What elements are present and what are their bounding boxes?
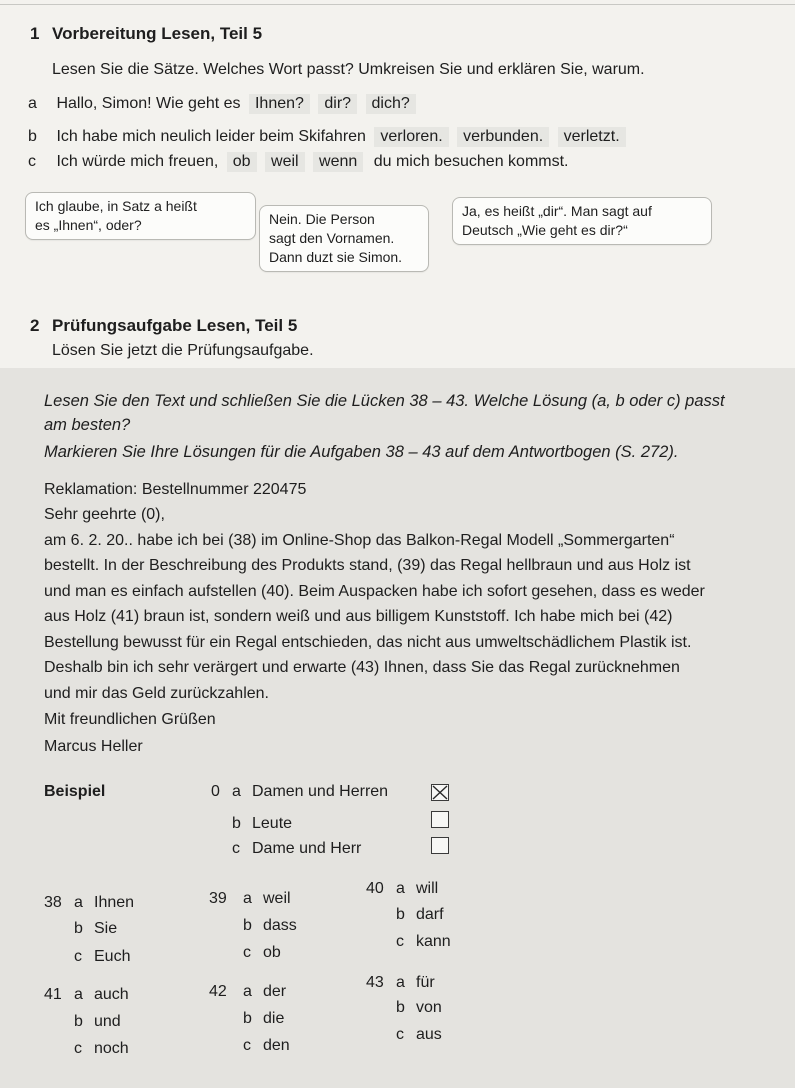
question-number: 41 [44, 986, 62, 1003]
option-text: Damen und Herren [252, 783, 389, 800]
exercise-item-a [28, 94, 416, 114]
question-option[interactable] [243, 917, 297, 935]
letter-line: Reklamation: Bestellnummer 220475 [44, 481, 307, 498]
option-letter: b [232, 815, 241, 832]
checkbox[interactable] [431, 837, 449, 854]
option-text: ob [263, 944, 281, 961]
question-option[interactable] [396, 1026, 442, 1044]
checkbox-checked[interactable] [431, 784, 449, 801]
question-number: 39 [209, 890, 227, 907]
question-option[interactable] [243, 890, 291, 908]
item-letter: c [28, 153, 36, 170]
option-letter: c [74, 1040, 82, 1057]
option-letter: b [74, 1013, 83, 1030]
section1-instruction: Lesen Sie die Sätze. Welches Wort passt? Umkreisen Sie und erklären Sie, warum. [52, 61, 645, 78]
option-word[interactable]: verletzt. [558, 127, 626, 147]
option-word[interactable]: wenn [313, 152, 363, 172]
option-text: den [263, 1037, 290, 1054]
question-option[interactable] [74, 920, 117, 938]
item-letter: a [28, 95, 37, 112]
example-option-b [232, 815, 292, 833]
question-option[interactable] [74, 986, 129, 1004]
letter-line: und man es einfach aufstellen (40). Beim Auspacken habe ich sofort gesehen, dass es weder [44, 583, 705, 600]
option-text: darf [416, 906, 444, 923]
example-option-c [232, 840, 361, 858]
cross-mark-icon [432, 785, 448, 800]
option-text: und [94, 1013, 121, 1030]
question-number: 43 [366, 974, 384, 991]
bubble-line: Ja, es heißt „dir“. Man sagt auf [462, 203, 652, 219]
question-option[interactable] [74, 894, 134, 912]
task-intro: Lesen Sie den Text und schließen Sie die Lücken 38 – 43. Welche Lösung (a, b oder c) passt [44, 392, 725, 410]
bubble-line: sagt den Vornamen. [269, 230, 395, 246]
option-letter: b [243, 917, 252, 934]
section1-number: 1 [30, 24, 40, 43]
question-option[interactable] [74, 1013, 121, 1031]
bubble-line: Ich glaube, in Satz a heißt [35, 198, 197, 214]
option-text: aus [416, 1026, 442, 1043]
letter-line: Marcus Heller [44, 738, 143, 755]
option-letter: a [74, 986, 83, 1003]
option-letter: c [74, 948, 82, 965]
option-text: für [416, 974, 435, 991]
example-option-a [232, 783, 388, 801]
option-word[interactable]: dir? [318, 94, 357, 114]
option-text: von [416, 999, 442, 1016]
bubble-line: Nein. Die Person [269, 211, 375, 227]
letter-line: Bestellung bewusst für ein Regal entschieden, das nicht aus umweltschädlichem Plastik ist. [44, 634, 692, 651]
question-option[interactable] [243, 1010, 284, 1028]
option-letter: b [396, 999, 405, 1016]
speech-bubble-1 [25, 192, 256, 240]
option-text: auch [94, 986, 129, 1003]
option-letter: c [232, 840, 240, 857]
option-text: Euch [94, 948, 131, 965]
option-letter: b [243, 1010, 252, 1027]
letter-line: bestellt. In der Beschreibung des Produkts stand, (39) das Regal hellbraun und aus Holz ist [44, 557, 691, 574]
example-label: Beispiel [44, 783, 106, 800]
letter-line: aus Holz (41) braun ist, sondern weiß und aus billigem Kunststoff. Ich habe mich bei (42) [44, 608, 673, 625]
exam-task-panel [0, 368, 795, 1088]
option-letter: a [396, 880, 405, 897]
option-letter: a [243, 983, 252, 1000]
letter-line: Mit freundlichen Grüßen [44, 711, 216, 728]
option-letter: b [74, 920, 83, 937]
letter-line: und mir das Geld zurückzahlen. [44, 685, 269, 702]
question-option[interactable] [243, 983, 286, 1001]
section2-title: Prüfungsaufgabe Lesen, Teil 5 [52, 316, 298, 335]
option-text: will [416, 880, 439, 897]
speech-bubble-2 [259, 205, 429, 272]
question-option[interactable] [396, 974, 435, 992]
option-text: weil [263, 890, 291, 907]
bubble-line: Dann duzt sie Simon. [269, 249, 403, 265]
option-text: Leute [252, 815, 293, 832]
question-option[interactable] [74, 1040, 129, 1058]
question-number: 38 [44, 894, 62, 911]
option-text: Sie [94, 920, 118, 937]
question-option[interactable] [243, 1037, 290, 1055]
option-word[interactable]: Ihnen? [249, 94, 310, 114]
task-intro: am besten? [44, 416, 131, 434]
question-option[interactable] [396, 906, 444, 924]
option-text: kann [416, 933, 451, 950]
checkbox[interactable] [431, 811, 449, 828]
question-number: 42 [209, 983, 227, 1000]
question-option[interactable] [396, 880, 438, 898]
option-letter: c [396, 933, 404, 950]
item-suffix: du mich besuchen kommst. [373, 153, 569, 170]
bubble-line: es „Ihnen“, oder? [35, 217, 142, 233]
option-word[interactable]: dich? [366, 94, 416, 114]
exercise-item-b [28, 127, 626, 147]
letter-line: Deshalb bin ich sehr verärgert und erwarte (43) Ihnen, dass Sie das Regal zurücknehmen [44, 659, 680, 676]
option-text: noch [94, 1040, 129, 1057]
item-letter: b [28, 128, 37, 145]
letter-line: Sehr geehrte (0), [44, 506, 165, 523]
top-rule [0, 4, 795, 5]
option-word[interactable]: weil [265, 152, 305, 172]
bubble-line: Deutsch „Wie geht es dir?“ [462, 222, 628, 238]
question-number: 40 [366, 880, 384, 897]
item-text: Hallo, Simon! Wie geht es [56, 95, 241, 112]
speech-bubble-3 [452, 197, 712, 245]
option-word[interactable]: verbunden. [457, 127, 549, 147]
section2-number: 2 [30, 316, 40, 335]
question-option[interactable] [243, 944, 281, 962]
question-option[interactable] [396, 999, 442, 1017]
exercise-item-c [28, 152, 568, 172]
task-intro: Markieren Sie Ihre Lösungen für die Aufgaben 38 – 43 auf dem Antwortbogen (S. 272). [44, 443, 679, 461]
option-letter: b [396, 906, 405, 923]
option-text: der [263, 983, 287, 1000]
item-text: Ich würde mich freuen, [56, 153, 219, 170]
option-word[interactable]: verloren. [374, 127, 448, 147]
option-letter: a [74, 894, 83, 911]
option-letter: a [232, 783, 241, 800]
option-word[interactable]: ob [227, 152, 257, 172]
option-text: dass [263, 917, 297, 934]
letter-line: am 6. 2. 20.. habe ich bei (38) im Online-Shop das Balkon-Regal Modell „Sommergarten“ [44, 532, 675, 549]
section1-title: Vorbereitung Lesen, Teil 5 [52, 24, 263, 43]
section2-instruction: Lösen Sie jetzt die Prüfungsaufgabe. [52, 342, 314, 359]
option-text: Ihnen [94, 894, 135, 911]
option-letter: a [396, 974, 405, 991]
option-letter: c [396, 1026, 404, 1043]
item-text: Ich habe mich neulich leider beim Skifahren [56, 128, 366, 145]
question-option[interactable] [396, 933, 451, 951]
option-letter: c [243, 1037, 251, 1054]
question-option[interactable] [74, 948, 130, 966]
option-text: die [263, 1010, 285, 1027]
option-letter: c [243, 944, 251, 961]
option-letter: a [243, 890, 252, 907]
option-text: Dame und Herr [252, 840, 362, 857]
example-number: 0 [211, 783, 220, 800]
